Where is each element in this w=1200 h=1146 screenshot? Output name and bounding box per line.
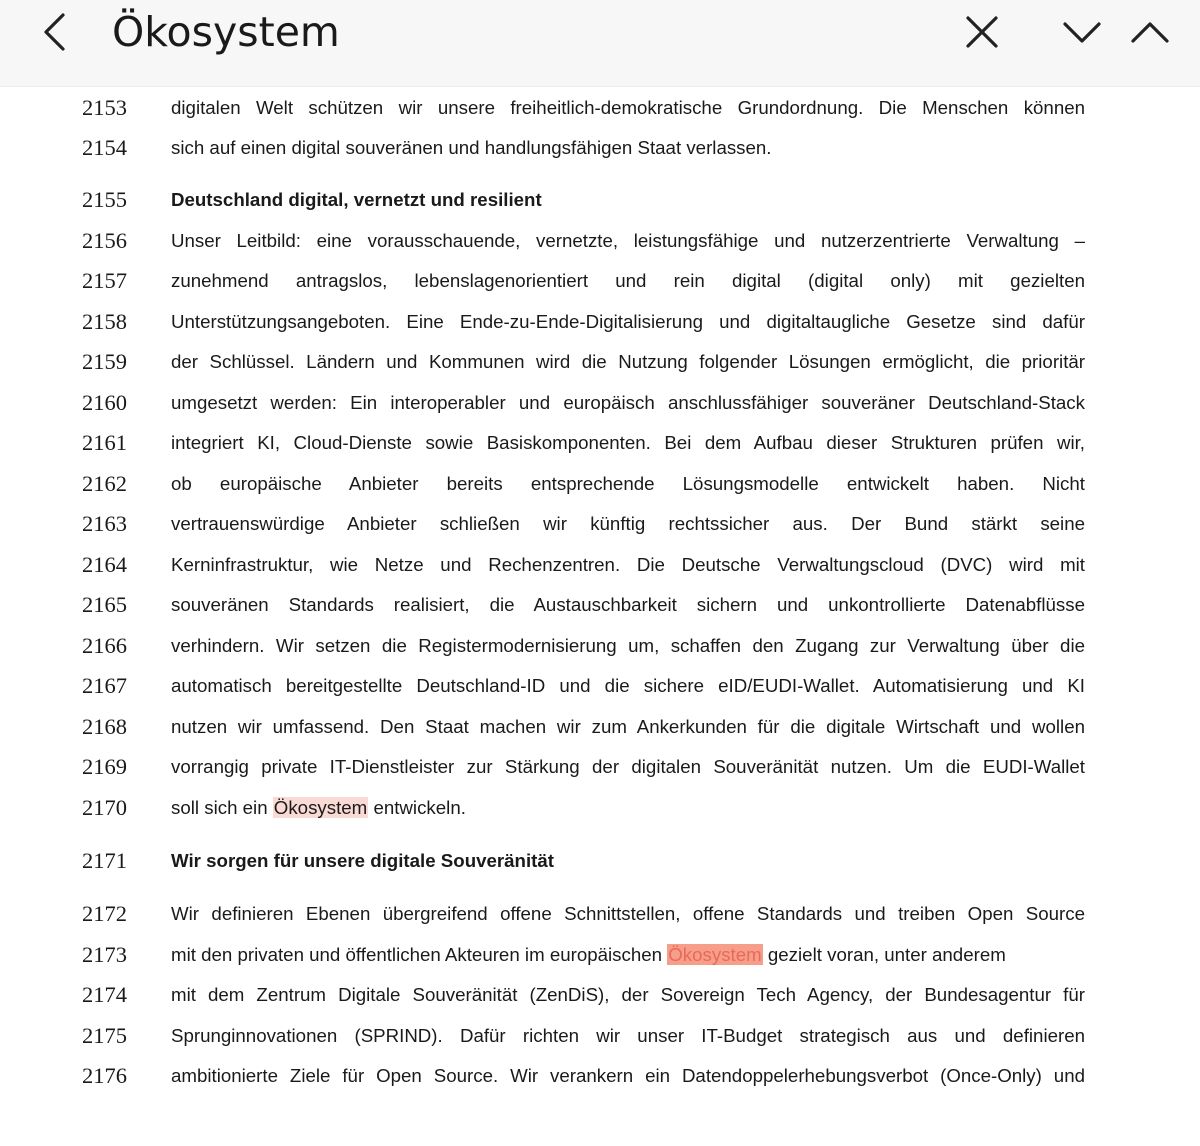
document-line — [0, 507, 1200, 541]
document-line — [0, 750, 1200, 784]
document-line — [0, 386, 1200, 420]
line-number: 2161 — [82, 430, 127, 455]
section-heading-line — [0, 844, 1200, 878]
line-text: vertrauenswürdige Anbieter schließen wir künftig rechtssicher aus. Der Bund stärkt seine — [171, 513, 1085, 534]
line-number: 2174 — [82, 982, 127, 1007]
line-number: 2175 — [82, 1023, 127, 1048]
document-line — [0, 588, 1200, 622]
line-text: ob europäische Anbieter bereits entsprechende Lösungsmodelle entwickelt haben. Nicht — [171, 473, 1085, 494]
previous-result-button[interactable] — [1123, 0, 1177, 64]
line-number: 2169 — [82, 754, 127, 779]
line-text: der Schlüssel. Ländern und Kommunen wird die Nutzung folgender Lösungen ermöglicht, die prioritär — [171, 351, 1085, 372]
line-text: Wir definieren Ebenen übergreifend offene Schnittstellen, offene Standards und treiben Open Source — [171, 903, 1085, 924]
document-line — [0, 305, 1200, 339]
search-match-highlight[interactable]: Ökosystem — [273, 797, 368, 818]
line-text: umgesetzt werden: Ein interoperabler und europäisch anschlussfähiger souveräner Deutschland-Stack — [171, 392, 1085, 413]
section-heading: Wir sorgen für unsere digitale Souveränität — [171, 850, 555, 871]
line-number: 2156 — [82, 228, 127, 253]
chevron-down-icon — [1062, 20, 1102, 44]
document-line — [0, 897, 1200, 931]
clear-search-button[interactable] — [955, 0, 1009, 64]
line-text: vorrangig private IT-Dienstleister zur Stärkung der digitalen Souveränität nutzen. Um die EUDI-Wallet — [171, 756, 1085, 777]
line-number: 2167 — [82, 673, 127, 698]
line-text: automatisch bereitgestellte Deutschland-ID und die sichere eID/EUDI-Wallet. Automatisierung und KI — [171, 675, 1085, 696]
chevron-left-icon — [42, 12, 68, 52]
document-line — [0, 629, 1200, 663]
document-line — [0, 548, 1200, 582]
document-line — [0, 131, 1200, 165]
line-number: 2158 — [82, 309, 127, 334]
line-number: 2171 — [82, 848, 127, 873]
line-number: 2166 — [82, 633, 127, 658]
line-number: 2155 — [82, 187, 127, 212]
document-line — [0, 224, 1200, 258]
back-button[interactable] — [28, 0, 82, 64]
document-line — [0, 978, 1200, 1012]
line-text-before-match: mit den privaten und öffentlichen Akteuren im europäischen — [171, 944, 668, 965]
next-result-button[interactable] — [1055, 0, 1109, 64]
document-line — [0, 1059, 1200, 1093]
document-line — [0, 91, 1200, 125]
line-text — [171, 938, 1085, 972]
line-number: 2153 — [82, 95, 127, 120]
line-number: 2159 — [82, 349, 127, 374]
chevron-up-icon — [1130, 20, 1170, 44]
line-number: 2165 — [82, 592, 127, 617]
document-line — [0, 264, 1200, 298]
line-number: 2162 — [82, 471, 127, 496]
line-text: integriert KI, Cloud-Dienste sowie Basiskomponenten. Bei dem Aufbau dieser Strukturen prüfen wir, — [171, 432, 1085, 453]
search-query[interactable]: Ökosystem — [112, 8, 340, 56]
line-number: 2176 — [82, 1063, 127, 1088]
line-text: nutzen wir umfassend. Den Staat machen wir zum Ankerkunden für die digitale Wirtschaft und wollen — [171, 716, 1085, 737]
document-line — [0, 426, 1200, 460]
line-text — [171, 791, 1085, 825]
line-number: 2157 — [82, 268, 127, 293]
document-line — [0, 1019, 1200, 1053]
section-heading: Deutschland digital, vernetzt und resilient — [171, 189, 542, 210]
document-line — [0, 669, 1200, 703]
line-text: digitalen Welt schützen wir unsere freiheitlich-demokratische Grundordnung. Die Menschen können — [171, 97, 1085, 118]
line-text: zunehmend antragslos, lebenslagenorientiert und rein digital (digital only) mit gezielten — [171, 270, 1085, 291]
line-text: Sprunginnovationen (SPRIND). Dafür richten wir unser IT-Budget strategisch aus und definieren — [171, 1025, 1085, 1046]
search-toolbar — [0, 0, 1200, 87]
document-line — [0, 938, 1200, 972]
line-text: ambitionierte Ziele für Open Source. Wir verankern ein Datendoppelerhebungsverbot (Once-Only) und — [171, 1065, 1085, 1086]
document-line — [0, 467, 1200, 501]
line-text: verhindern. Wir setzen die Registermodernisierung um, schaffen den Zugang zur Verwaltung über die — [171, 635, 1085, 656]
line-number: 2154 — [82, 135, 127, 160]
line-text: Kerninfrastruktur, wie Netze und Rechenzentren. Die Deutsche Verwaltungscloud (DVC) wird mit — [171, 554, 1085, 575]
line-number: 2173 — [82, 942, 127, 967]
document-line — [0, 710, 1200, 744]
line-text-after-match: entwickeln. — [368, 797, 466, 818]
section-heading-line — [0, 183, 1200, 217]
line-text-before-match: soll sich ein — [171, 797, 273, 818]
line-number: 2170 — [82, 795, 127, 820]
line-text: Unterstützungsangeboten. Eine Ende-zu-Ende-Digitalisierung und digitaltaugliche Gesetze sind dafür — [171, 311, 1085, 332]
active-search-match-highlight[interactable]: Ökosystem — [668, 944, 762, 965]
line-text: souveränen Standards realisiert, die Austauschbarkeit sichern und unkontrollierte Datenabflüsse — [171, 594, 1085, 615]
line-text: mit dem Zentrum Digitale Souveränität (ZenDiS), der Sovereign Tech Agency, der Bundesagentur für — [171, 984, 1085, 1005]
close-icon — [965, 15, 999, 49]
line-number: 2160 — [82, 390, 127, 415]
document-page[interactable] — [0, 86, 1200, 1146]
line-number: 2164 — [82, 552, 127, 577]
line-number: 2168 — [82, 714, 127, 739]
line-text-after-match: gezielt voran, unter anderem — [762, 944, 1006, 965]
line-number: 2163 — [82, 511, 127, 536]
document-line — [0, 791, 1200, 825]
line-text: sich auf einen digital souveränen und handlungsfähigen Staat verlassen. — [171, 137, 772, 158]
document-line — [0, 345, 1200, 379]
line-number: 2172 — [82, 901, 127, 926]
line-text: Unser Leitbild: eine vorausschauende, vernetzte, leistungsfähige und nutzerzentrierte Verwaltung – — [171, 230, 1085, 251]
